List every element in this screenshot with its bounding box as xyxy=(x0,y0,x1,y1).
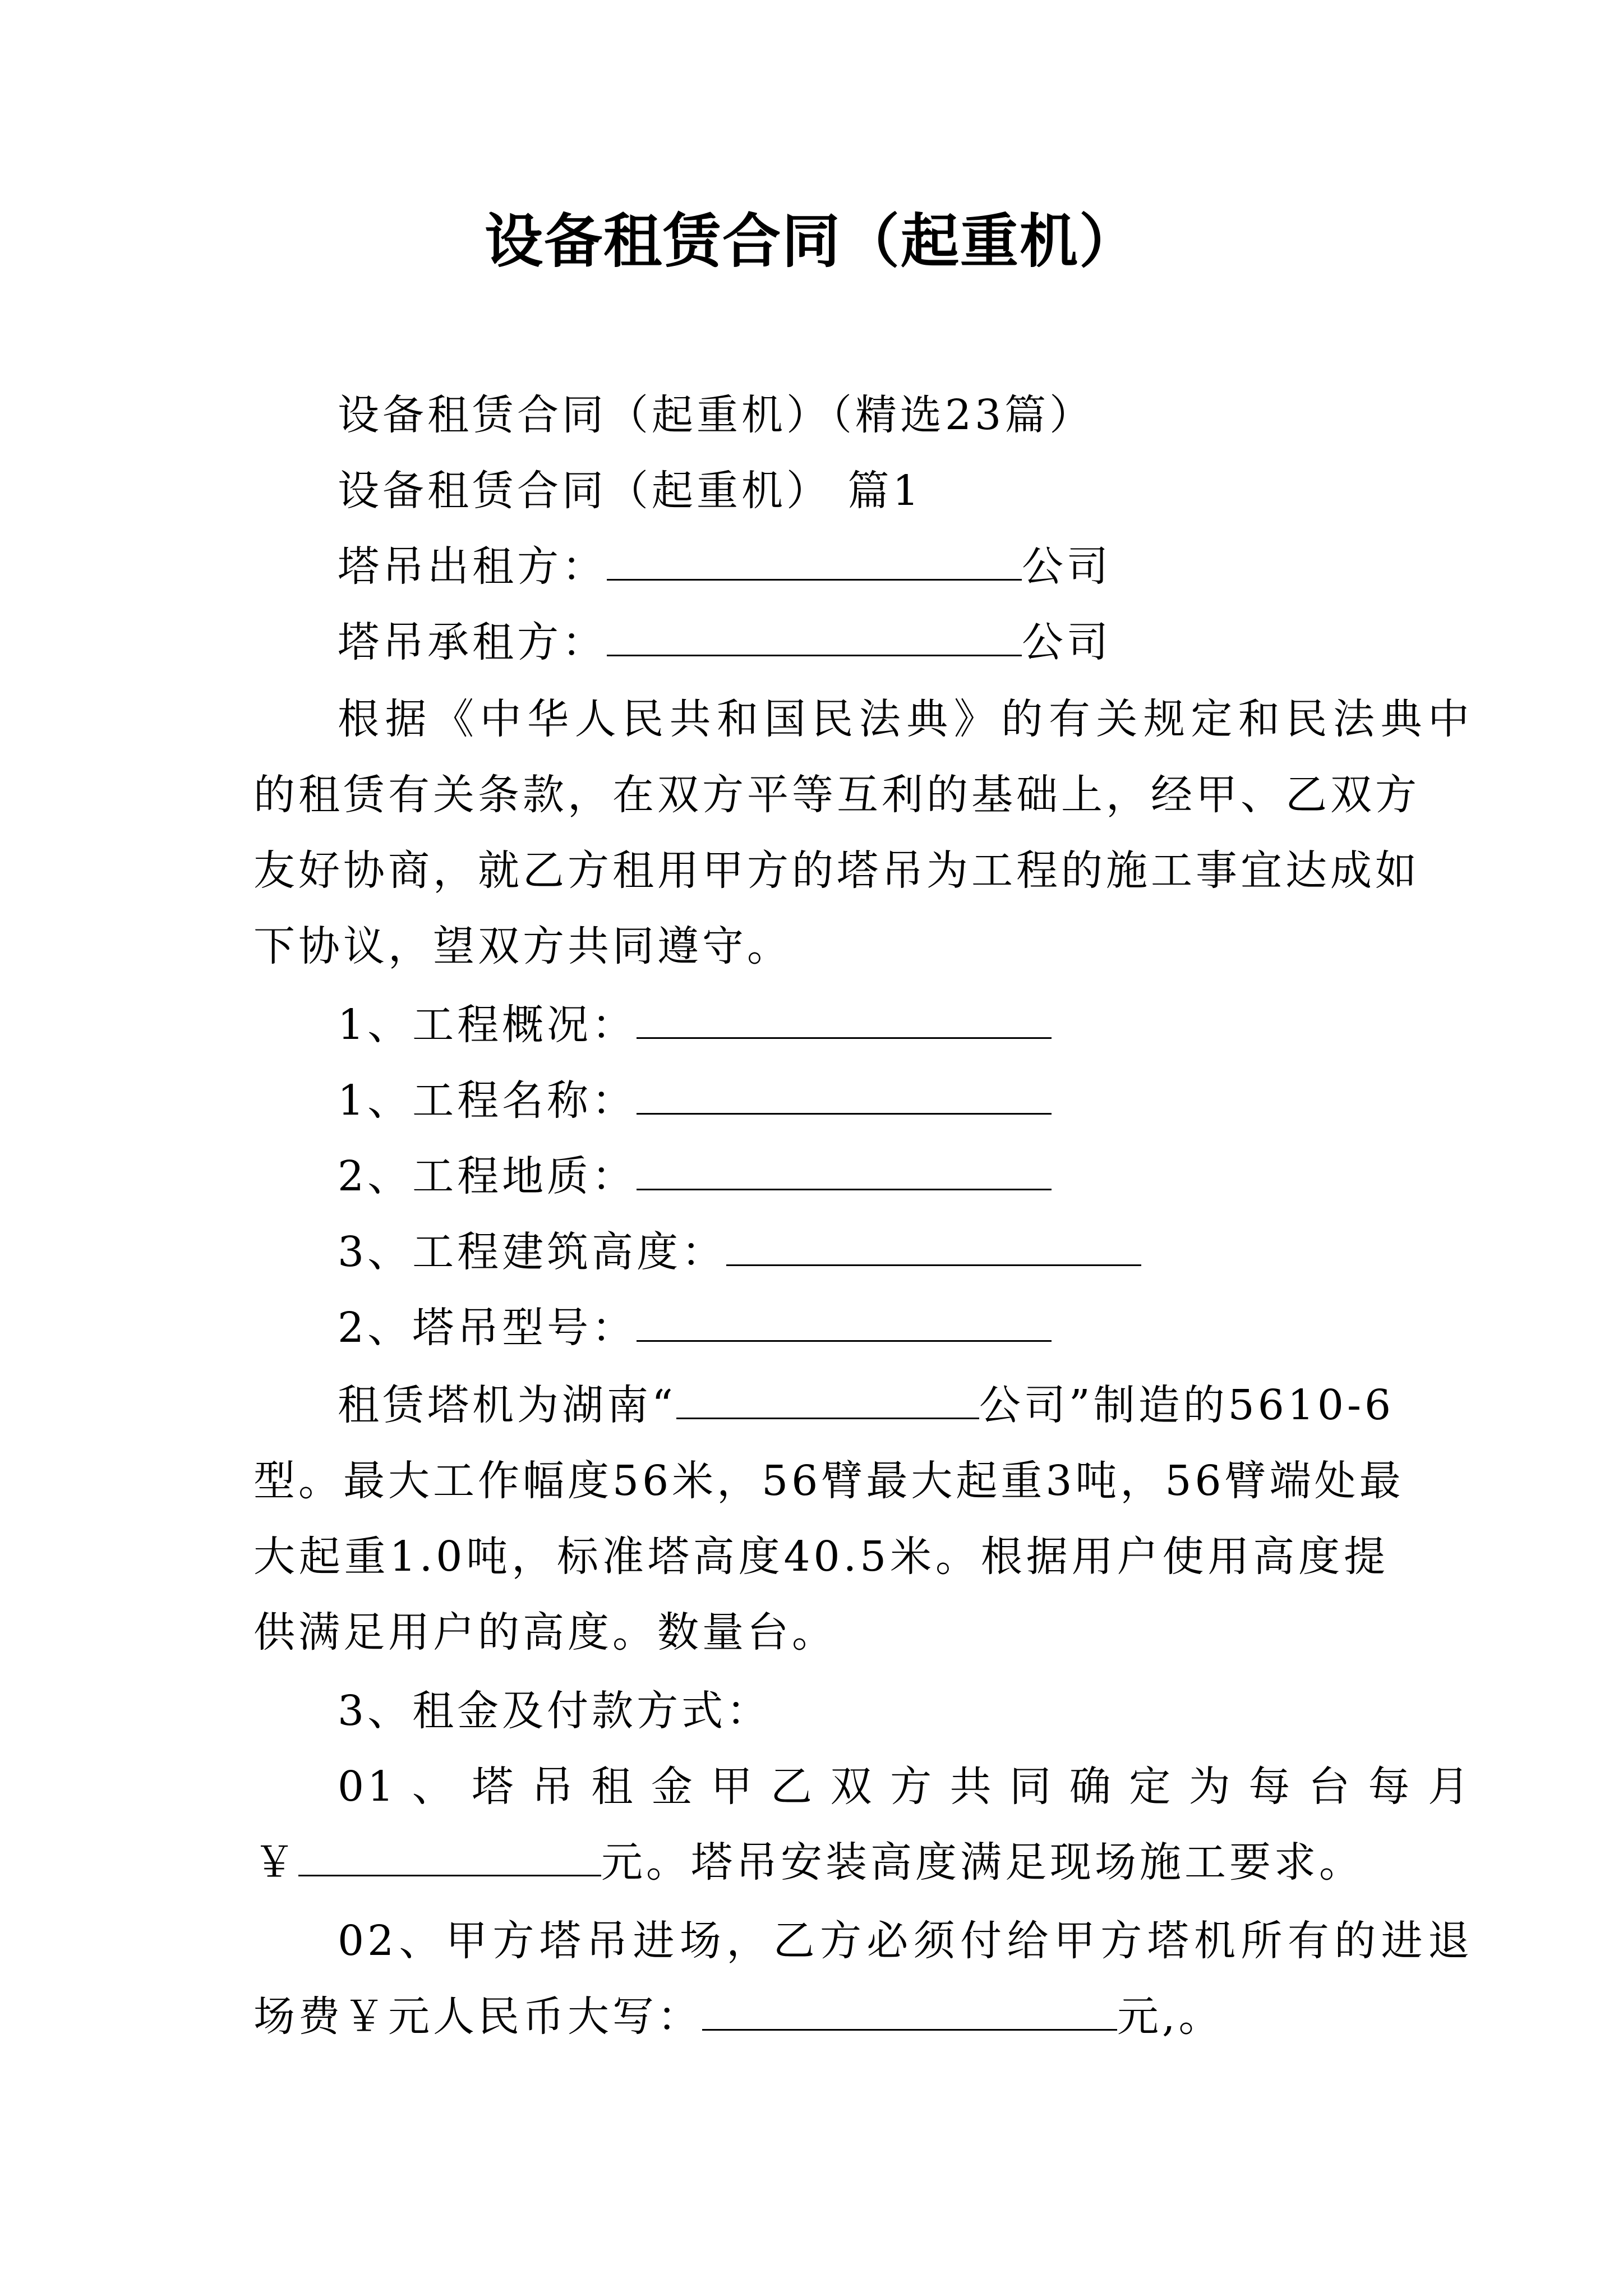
rent-clause-02-suffix: 元,。 xyxy=(1117,1993,1224,2041)
intro-paragraph-line: 的租赁有关条款，在双方平等互利的基础上，经甲、乙双方 xyxy=(253,771,1420,819)
model-prefix: 租赁塔机为湖南“ xyxy=(338,1381,676,1429)
item-label: 1、工程名称： xyxy=(338,1076,637,1125)
currency-symbol: ￥ xyxy=(253,1838,298,1887)
rent-amount-blank xyxy=(298,1835,601,1876)
item-crane-model xyxy=(253,1300,1473,1356)
manufacturer-blank xyxy=(676,1378,979,1419)
document-title: 设备租赁合同（起重机） xyxy=(484,207,1138,275)
rent-clause-02-prefix: 场费￥元人民币大写： xyxy=(253,1993,702,2041)
item-label: 2、塔吊型号： xyxy=(338,1304,637,1352)
item-label: 1、工程概况： xyxy=(338,1001,637,1049)
lessor-suffix: 公司 xyxy=(1022,542,1112,591)
item-blank xyxy=(637,1149,1052,1190)
rent-clause-02-continued xyxy=(253,1989,1389,2045)
model-description-first-line xyxy=(253,1377,1473,1433)
item-blank xyxy=(637,998,1052,1039)
item-label: 3、工程建筑高度： xyxy=(338,1228,727,1276)
model-suffix: 公司”制造的5610-6 xyxy=(979,1381,1395,1429)
item-blank xyxy=(637,1074,1052,1115)
model-description-line: 供满足用户的高度。数量台。 xyxy=(253,1608,837,1657)
intro-paragraph-line: 下协议，望双方共同遵守。 xyxy=(253,922,792,970)
rent-clause-02: 02、甲方塔吊进场，乙方必须付给甲方塔机所有的进退 xyxy=(338,1917,1473,1965)
intro-paragraph-line: 友好协商，就乙方租用甲方的塔吊为工程的施工事宜达成如 xyxy=(253,846,1420,895)
document-subtitle: 设备租赁合同（起重机）（精选23篇） xyxy=(338,391,1095,439)
amount-in-words-blank xyxy=(702,1990,1117,2031)
item-blank xyxy=(726,1225,1141,1266)
lessee-blank xyxy=(607,615,1022,656)
model-description-line: 型。最大工作幅度56米，56臂最大起重3吨，56臂端处最 xyxy=(253,1457,1404,1505)
section-heading: 设备租赁合同（起重机） 篇1 xyxy=(338,467,923,515)
item-building-height xyxy=(253,1224,1473,1280)
rent-clause-01-continued xyxy=(253,1834,1389,1890)
item-project-overview xyxy=(253,997,1473,1053)
rent-clause-01: 01、塔吊租金甲乙双方共同确定为每台每月 xyxy=(338,1763,1473,1811)
lessee-suffix: 公司 xyxy=(1022,618,1112,666)
rent-clause-01-suffix: 元。塔吊安装高度满足现场施工要求。 xyxy=(601,1838,1364,1887)
model-description-line: 大起重1.0吨，标准塔高度40.5米。根据用户使用高度提 xyxy=(253,1533,1389,1581)
lessor-line xyxy=(253,539,1473,595)
item-label: 2、工程地质： xyxy=(338,1152,637,1200)
intro-paragraph-line: 根据《中华人民共和国民法典》的有关规定和民法典中 xyxy=(338,695,1473,743)
lessee-line xyxy=(253,614,1473,670)
lessor-label: 塔吊出租方： xyxy=(338,542,607,591)
item-rent-payment: 3、租金及付款方式： xyxy=(338,1687,772,1735)
item-project-geology xyxy=(253,1148,1473,1204)
item-blank xyxy=(637,1301,1052,1342)
lessor-blank xyxy=(607,540,1022,581)
lessee-label: 塔吊承租方： xyxy=(338,618,607,666)
item-project-name xyxy=(253,1073,1473,1129)
